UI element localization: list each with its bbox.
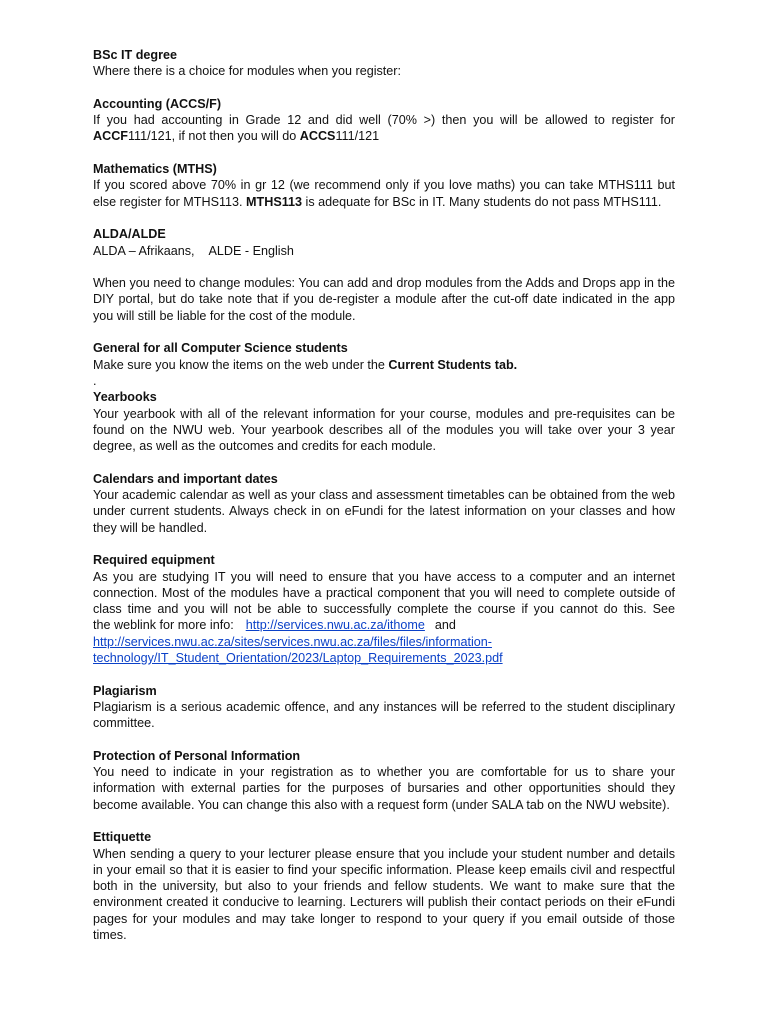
equipment-weblink-line [93,617,675,633]
maths-line1: If you scored above 70% in gr 12 (we recommend only if you love maths) you can take MTHS111 but [93,178,675,193]
accf-code: ACCF [93,129,128,144]
accounting-paragraph [93,112,675,128]
alda-heading: ALDA/ALDE [93,227,166,242]
maths-heading: Mathematics (MTHS) [93,162,217,177]
etiquette-paragraph: When sending a query to your lecturer please ensure that you include your student number and details in your email so that it is easier to find your specific information. Please keep emails civil and respectful both in the university, but also to your friends and fellow students. We want to make sure that the environment created it conducive to learning. Lecturers will publish their contact periods on their eFundi pages for your modules and may take longer to respond to your query if you email outside of those times. [93,846,675,943]
equipment-paragraph: As you are studying IT you will need to ensure that you have access to a computer and an internet connection. Most of the modules have a practical component that you will need to complete outside of class time and you will not be able to successfully complete the course if you cannot do this. See [93,569,675,617]
and-text: and [434,618,456,633]
accf-text: 111/121, if not then you will do [127,129,300,144]
calendars-heading: Calendars and important dates [93,471,278,486]
general-paragraph [93,357,675,373]
calendars-paragraph: Your academic calendar as well as your class and assessment timetables can be obtained from the web under current students. Always check in on eFundi for the latest information on your classes and how they will be handled. [93,488,675,535]
equipment-heading: Required equipment [93,553,215,568]
general-heading: General for all Computer Science students [93,341,348,356]
maths-line2-bold: MTHS113 [246,194,303,209]
laptop-requirements-link-line [93,634,675,667]
etiquette-heading: Ettiquette [93,830,152,845]
plagiarism-paragraph: Plagiarism is a serious academic offence, and any instances will be referred to the student disciplinary committee. [93,699,675,731]
maths-line2-pre: else register for MTHS113. [93,194,247,209]
accs-code: ACCS [299,129,336,144]
bsc-heading: BSc IT degree [93,48,177,62]
change-modules-paragraph: When you need to change modules: You can add and drop modules from the Adds and Drops app in the DIY portal, but do take note that if you de-register a module after the cut-off date indicated in the app you will still be liable for the cost of the module. [93,276,675,323]
accounting-paragraph-2 [93,128,675,144]
maths-line2 [93,194,675,210]
ithome-link[interactable]: http://services.nwu.ac.za/ithome [245,618,425,633]
protection-paragraph: You need to indicate in your registration as to whether you are comfortable for us to share your information with external parties for the purposes of bursaries and other opportunities should they become available. You can change this also with a request form (under SALA tab on the NWU website). [93,765,675,812]
protection-heading: Protection of Personal Information [93,748,301,763]
accs-text: 111/121 [335,129,380,144]
alde-text: ALDE - English [208,243,294,258]
general-text: Make sure you know the items on the web under the [93,357,389,372]
alda-line [93,243,675,259]
document-page [93,0,675,943]
accounting-line1: If you had accounting in Grade 12 and did well (70% >) then you will be allowed to register for [93,113,675,128]
bsc-intro: Where there is a choice for modules when you register: [93,64,401,79]
weblink-label: the weblink for more info: [93,618,234,633]
yearbooks-paragraph: Your yearbook with all of the relevant information for your course, modules and pre-requisites can be found on the NWU web. Your yearbook describes all of the modules you will take over your 3 year degree, as well as the outcomes and credits for each module. [93,406,675,454]
general-dot: . [93,373,97,388]
yearbooks-heading: Yearbooks [93,390,157,405]
laptop-requirements-link[interactable] [93,635,503,665]
plagiarism-heading: Plagiarism [93,683,157,698]
maths-line2-post: is adequate for BSc in IT. Many students do not pass MTHS111. [302,194,662,209]
current-students-tab: Current Students tab. [388,357,518,372]
alda-text: ALDA – Afrikaans, [93,243,195,258]
accounting-heading: Accounting (ACCS/F) [93,96,222,111]
laptop-link-line1: http://services.nwu.ac.za/sites/services.nwu.ac.za/files/files/information- [93,634,492,649]
laptop-link-line2: technology/IT_Student_Orientation/2023/Laptop_Requirements_2023.pdf [93,650,503,665]
